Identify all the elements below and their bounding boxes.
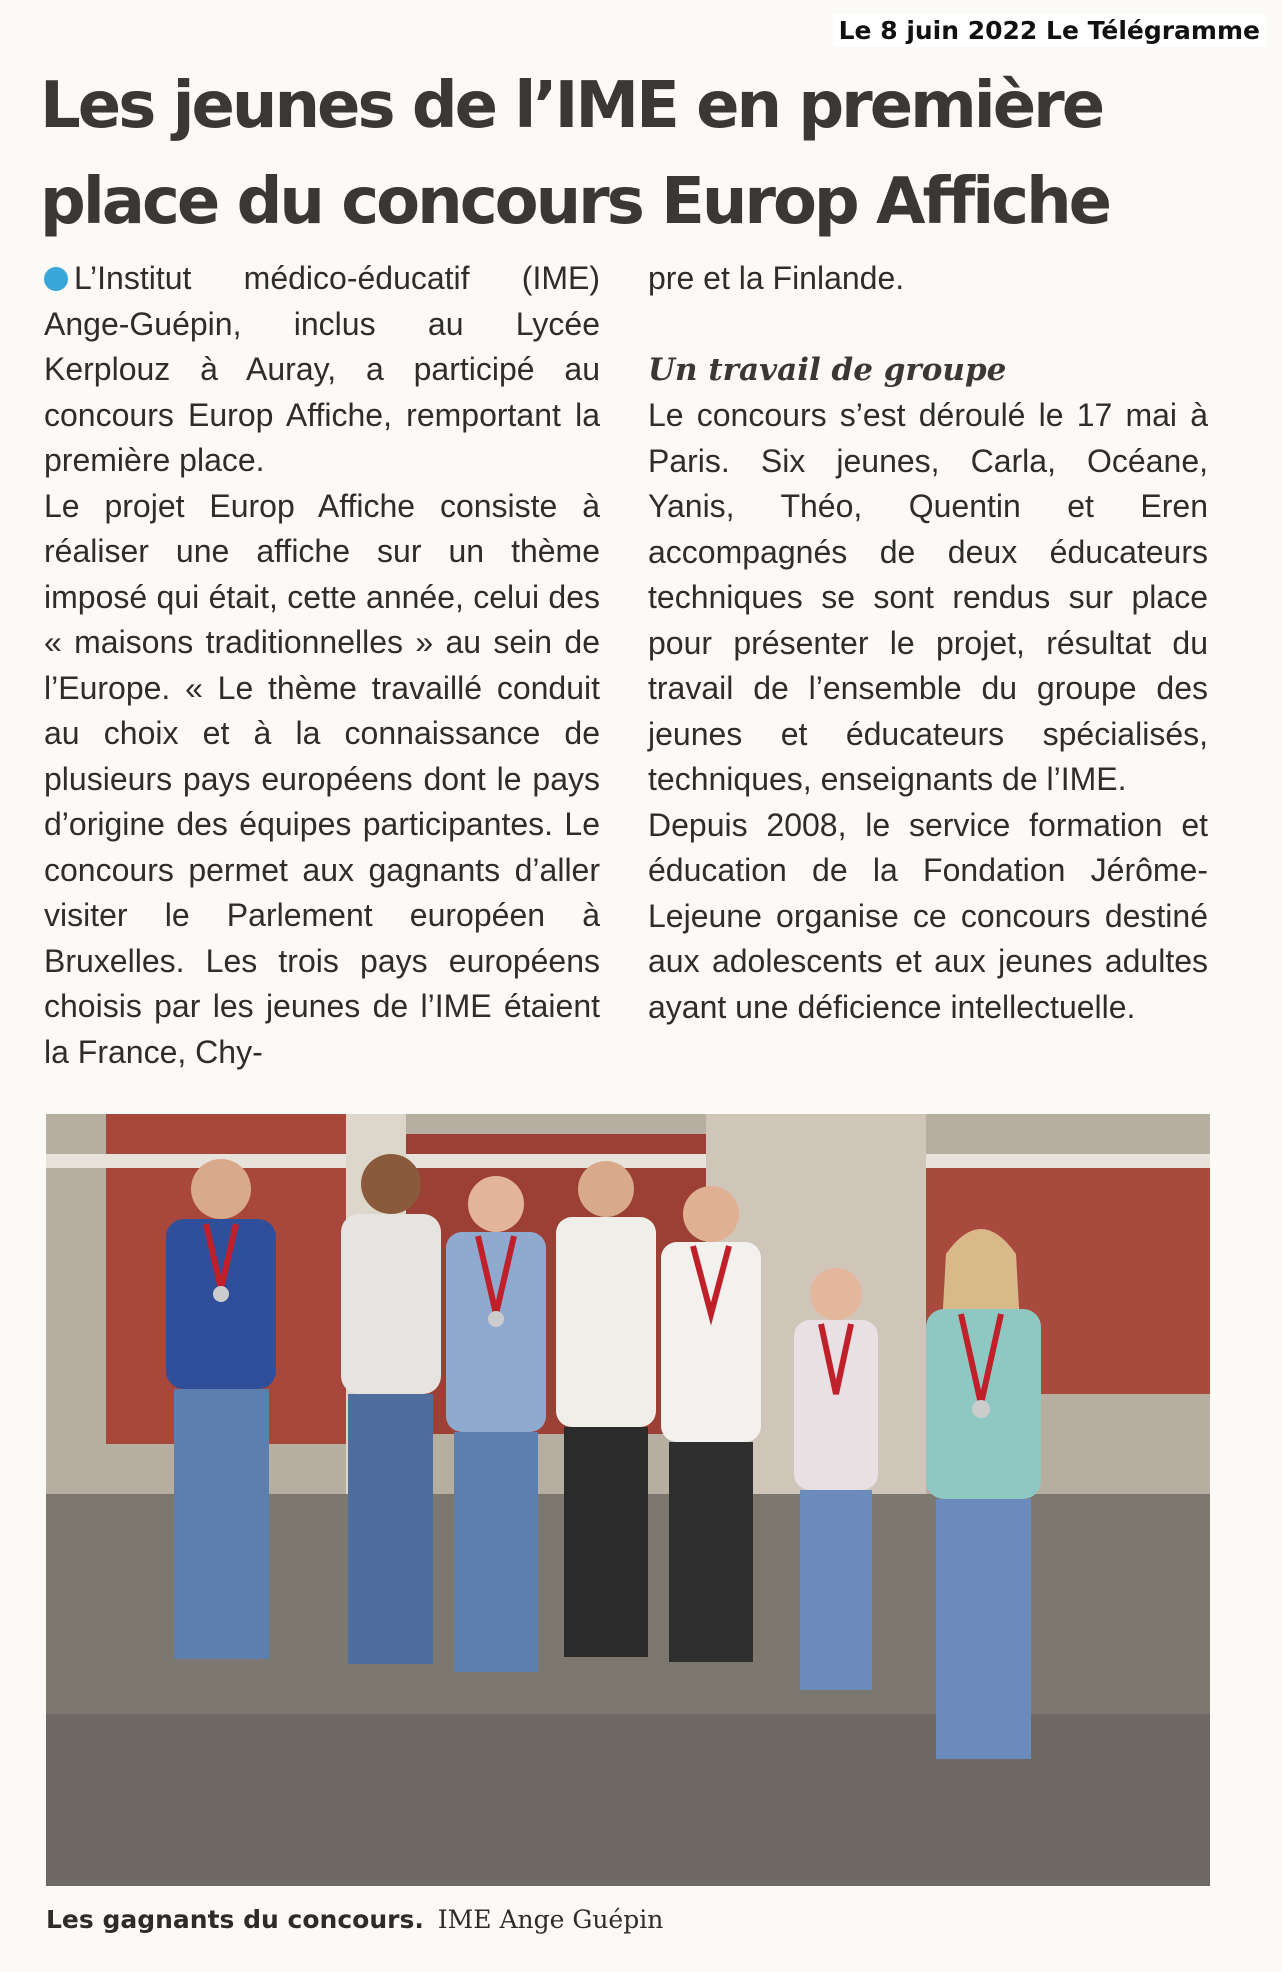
paragraph: Le projet Europ Affiche consiste à réaliser une affiche sur un thème imposé qui était, cette année, celui des « maisons traditionnelles » au sein de l’Europe. « Le thème travaillé conduit au choix et à la connaissance de plusieurs pays européens dont le pays d’origine des équipes participantes. Le concours permet aux gagnants d’aller visiter le Parlement européen à Bruxelles. Les trois pays européens choisis par les jeunes de l’IME étaient la France, Chy- xyxy=(44,487,600,1070)
paragraph: L’Institut médico-éducatif (IME) Ange-Guépin, inclus au Lycée Kerplouz à Auray, a participé au concours Europ Affiche, remportant la première place. xyxy=(44,260,600,478)
paragraph: Depuis 2008, le service formation et éducation de la Fondation Jérôme-Lejeune organise ce concours destiné aux adolescents et aux jeunes adultes ayant une déficience intellectuelle. xyxy=(648,806,1208,1025)
person-figure xyxy=(661,1186,761,1662)
article-column-right xyxy=(648,256,1208,1030)
photo-credit: IME Ange Guépin xyxy=(437,1905,664,1934)
bullet-dot-icon xyxy=(44,267,68,291)
caption-text: Les gagnants du concours. xyxy=(46,1905,424,1934)
headline: Les jeunes de l’IME en première place du concours Europ Affiche xyxy=(40,69,1110,239)
group-photo xyxy=(46,1114,1210,1886)
person-figure xyxy=(166,1159,276,1659)
paragraph: Le concours s’est déroulé le 17 mai à Paris. Six jeunes, Carla, Océane, Yanis, Théo, Quentin et Eren accompagnés de deux éducateurs techniques se sont rendus sur place pour présenter le projet, résultat du travail de l’ensemble du groupe des jeunes et éducateurs spécialisés, techniques, enseignants de l’IME. xyxy=(648,397,1208,797)
group-photo-illustration xyxy=(46,1114,1210,1886)
article-column-left xyxy=(44,256,600,1075)
person-figure xyxy=(446,1176,546,1672)
person-figure xyxy=(794,1268,878,1690)
person-figure xyxy=(341,1154,441,1664)
person-figure xyxy=(556,1161,656,1657)
dateline: Le 8 juin 2022 Le Télégramme xyxy=(833,14,1266,47)
photo-caption xyxy=(46,1905,663,1934)
subheading: Un travail de groupe xyxy=(648,351,1007,388)
paragraph-continuation: pre et la Finlande. xyxy=(648,260,905,296)
